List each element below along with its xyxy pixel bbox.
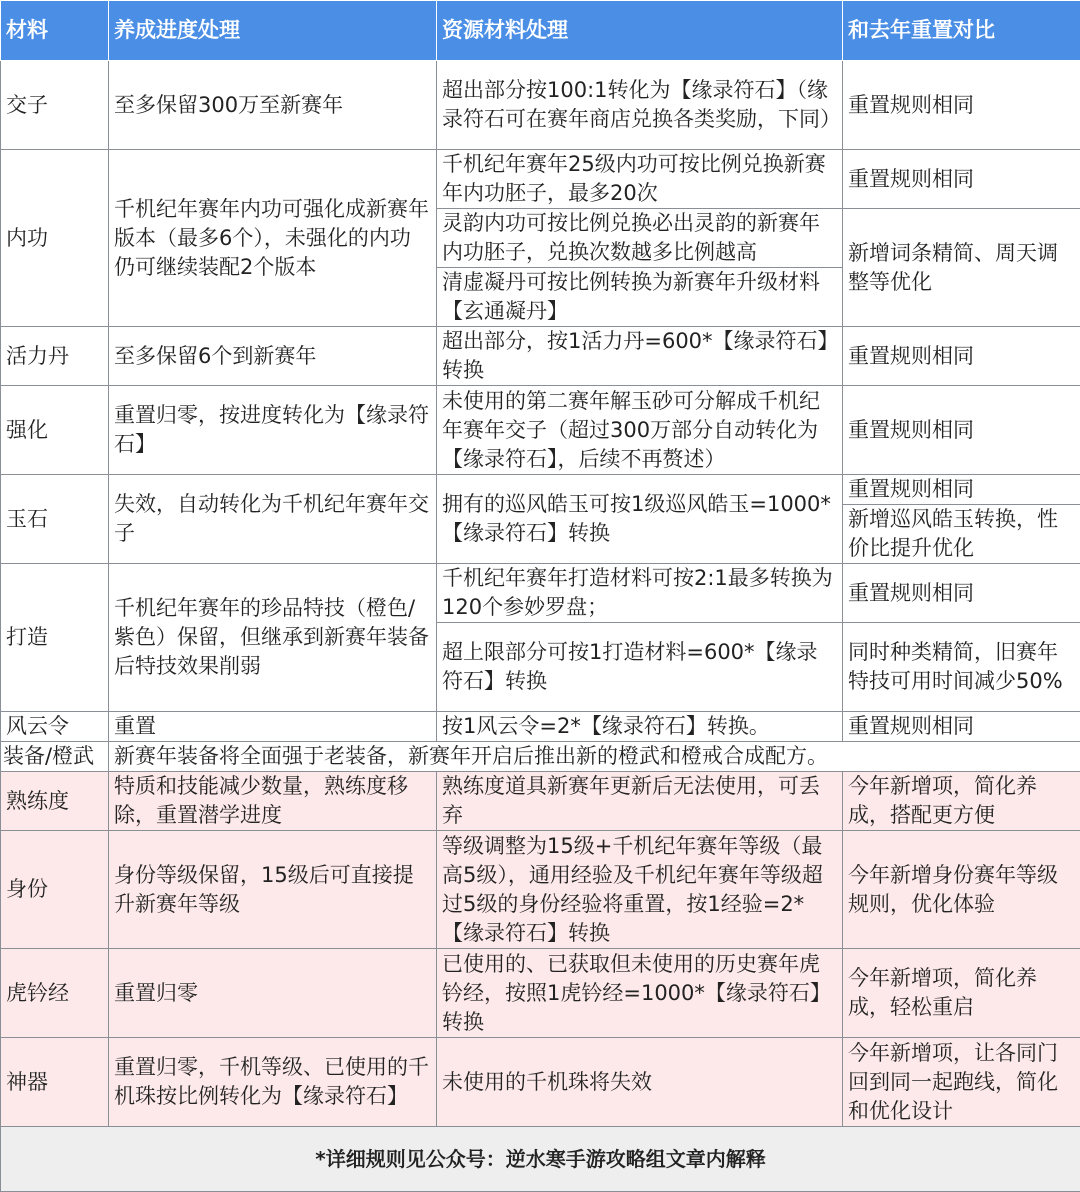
compare-cell: 同时种类精简，旧赛年特技可用时间减少50% (843, 623, 1080, 712)
compare-cell: 重置规则相同 (843, 475, 1080, 505)
compare-cell: 重置规则相同 (843, 327, 1080, 386)
row-dazao (1, 564, 1080, 623)
compare-cell: 重置规则相同 (843, 61, 1080, 150)
material-name: 神器 (1, 1038, 109, 1127)
material-name: 玉石 (1, 475, 109, 564)
row-huolidan (1, 327, 1080, 386)
compare-cell: 今年新增项，让各同门回到同一起跑线，简化和优化设计 (843, 1038, 1080, 1127)
progress-cell: 身份等级保留，15级后可直接提升新赛年等级 (109, 831, 437, 949)
material-name: 交子 (1, 61, 109, 150)
resource-cell: 按1风云令=2*【缘录符石】转换。 (437, 712, 843, 742)
progress-cell: 重置归零，按进度转化为【缘录符石】 (109, 386, 437, 475)
row-neigong (1, 150, 1080, 209)
row-zhuangbei (1, 742, 1080, 772)
compare-cell: 重置规则相同 (843, 150, 1080, 209)
progress-cell: 失效，自动转化为千机纪年赛年交子 (109, 475, 437, 564)
row-qianghua (1, 386, 1080, 475)
row-shulian (1, 772, 1080, 831)
progress-cell: 重置归零 (109, 949, 437, 1038)
row-yushi (1, 475, 1080, 505)
resource-cell: 等级调整为15级+千机纪年赛年等级（最高5级），通用经验及千机纪年赛年等级超过5级的身份经验将重置，按1经验=2*【缘录符石】转换 (437, 831, 843, 949)
resource-cell: 灵韵内功可按比例兑换必出灵韵的新赛年内功胚子，兑换次数越多比例越高 (437, 209, 843, 268)
compare-cell: 新增词条精简、周天调整等优化 (843, 209, 1080, 327)
header-resource: 资源材料处理 (437, 1, 843, 61)
header-material: 材料 (1, 1, 109, 61)
footer-row (1, 1127, 1080, 1192)
header-compare: 和去年重置对比 (843, 1, 1080, 61)
header-progress: 养成进度处理 (109, 1, 437, 61)
progress-cell: 千机纪年赛年的珍品特技（橙色/紫色）保留，但继承到新赛年装备后特技效果削弱 (109, 564, 437, 712)
resource-cell: 千机纪年赛年打造材料可按2:1最多转换为120个参妙罗盘； (437, 564, 843, 623)
row-shenfen (1, 831, 1080, 949)
row-shenqi (1, 1038, 1080, 1127)
material-name: 熟练度 (1, 772, 109, 831)
compare-cell: 重置规则相同 (843, 386, 1080, 475)
material-name: 虎钤经 (1, 949, 109, 1038)
resource-cell: 拥有的巡风皓玉可按1级巡风皓玉=1000*【缘录符石】转换 (437, 475, 843, 564)
material-name: 活力丹 (1, 327, 109, 386)
resource-cell: 超出部分，按1活力丹=600*【缘录符石】转换 (437, 327, 843, 386)
resource-cell: 清虚凝丹可按比例转换为新赛年升级材料【玄通凝丹】 (437, 268, 843, 327)
progress-cell: 特质和技能减少数量，熟练度移除，重置潜学进度 (109, 772, 437, 831)
resource-cell: 未使用的千机珠将失效 (437, 1038, 843, 1127)
progress-cell: 重置 (109, 712, 437, 742)
compare-cell: 今年新增身份赛年等级规则，优化体验 (843, 831, 1080, 949)
compare-cell: 重置规则相同 (843, 712, 1080, 742)
progress-cell: 重置归零，千机等级、已使用的千机珠按比例转化为【缘录符石】 (109, 1038, 437, 1127)
compare-cell: 今年新增项，简化养成，轻松重启 (843, 949, 1080, 1038)
progress-cell: 至多保留300万至新赛年 (109, 61, 437, 150)
row-jiaozi (1, 61, 1080, 150)
compare-cell: 重置规则相同 (843, 564, 1080, 623)
row-fengyunling (1, 712, 1080, 742)
row-hulingjing (1, 949, 1080, 1038)
material-name: 身份 (1, 831, 109, 949)
material-name: 风云令 (1, 712, 109, 742)
compare-cell: 今年新增项，简化养成，搭配更方便 (843, 772, 1080, 831)
material-name: 强化 (1, 386, 109, 475)
progress-cell: 至多保留6个到新赛年 (109, 327, 437, 386)
compare-cell: 新增巡风皓玉转换，性价比提升优化 (843, 505, 1080, 564)
resource-cell: 已使用的、已获取但未使用的历史赛年虎钤经，按照1虎钤经=1000*【缘录符石】转换 (437, 949, 843, 1038)
resource-cell: 熟练度道具新赛年更新后无法使用，可丢弃 (437, 772, 843, 831)
progress-cell: 千机纪年赛年内功可强化成新赛年版本（最多6个），未强化的内功仍可继续装配2个版本 (109, 150, 437, 327)
footer-note: *详细规则见公众号：逆水寒手游攻略组文章内解释 (1, 1127, 1080, 1192)
material-name: 内功 (1, 150, 109, 327)
material-name: 打造 (1, 564, 109, 712)
material-name: 装备/橙武 (1, 742, 109, 772)
resource-cell: 超上限部分可按1打造材料=600*【缘录符石】转换 (437, 623, 843, 712)
resource-cell: 未使用的第二赛年解玉砂可分解成千机纪年赛年交子（超过300万部分自动转化为【缘录符石】，后续不再赘述） (437, 386, 843, 475)
merged-cell: 新赛年装备将全面强于老装备，新赛年开启后推出新的橙武和橙戒合成配方。 (109, 742, 1080, 772)
header-row (1, 1, 1080, 61)
resource-cell: 超出部分按100:1转化为【缘录符石】（缘录符石可在赛年商店兑换各类奖励，下同） (437, 61, 843, 150)
resource-cell: 千机纪年赛年25级内功可按比例兑换新赛年内功胚子，最多20次 (437, 150, 843, 209)
